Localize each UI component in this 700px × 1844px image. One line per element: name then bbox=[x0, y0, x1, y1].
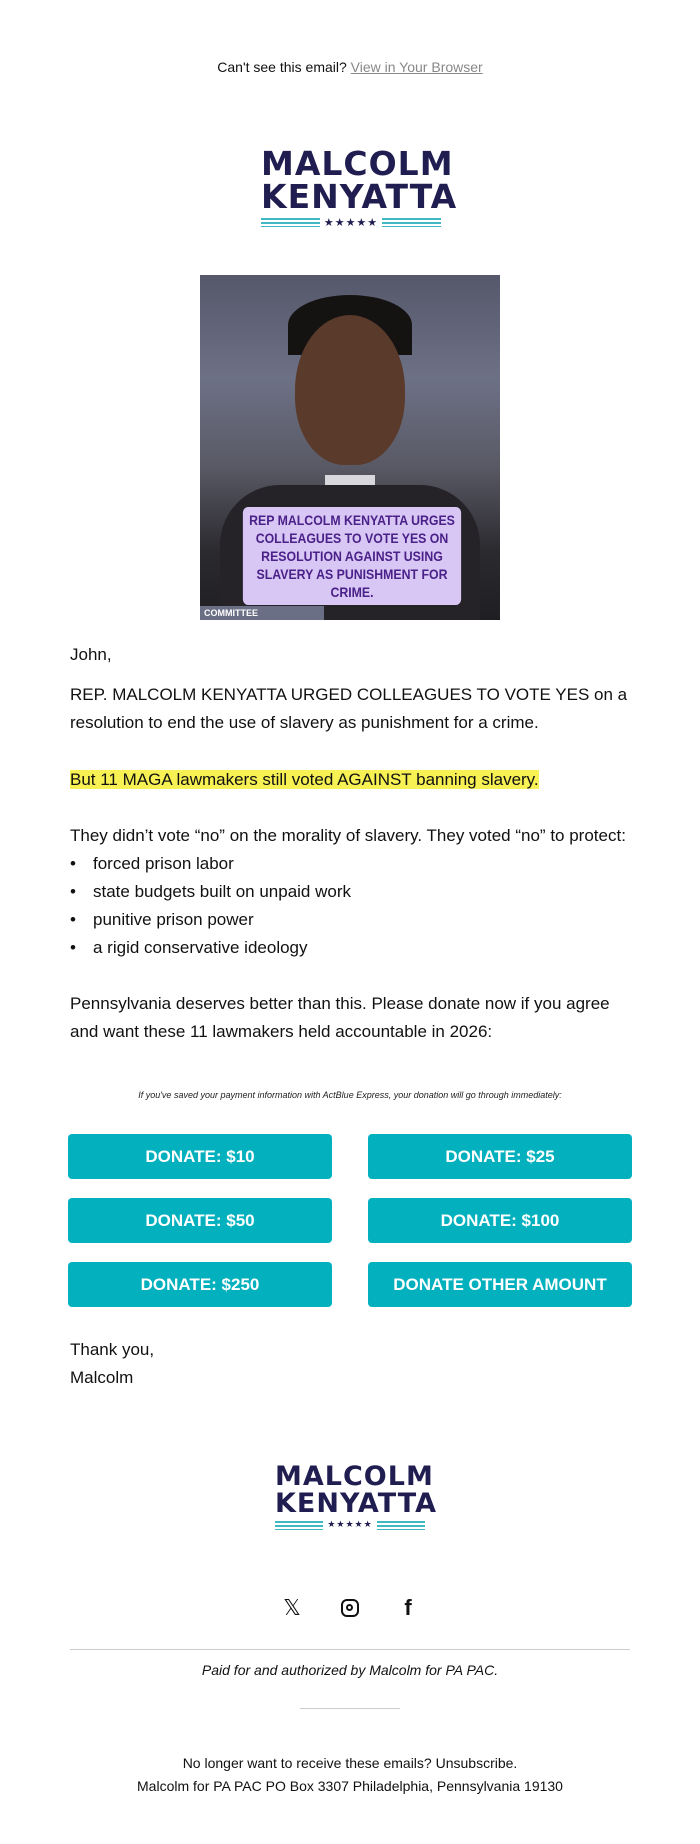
list-item: • punitive prison power bbox=[70, 906, 630, 934]
facebook-icon[interactable]: f bbox=[404, 1595, 412, 1620]
logo-line2: KENYATTA bbox=[275, 1488, 437, 1519]
donate-50-button[interactable]: DONATE: $50 bbox=[68, 1198, 332, 1243]
short-divider bbox=[300, 1708, 400, 1709]
logo-line1: MALCOLM bbox=[261, 144, 454, 183]
paragraph-1: REP. MALCOLM KENYATTA URGED COLLEAGUES TO VOTE YES on a resolution to end the use of slavery as punishment for a crime. bbox=[70, 685, 628, 732]
list-item: • forced prison labor bbox=[70, 850, 630, 878]
paid-for-disclaimer: Paid for and authorized by Malcolm for PA PAC. bbox=[201, 1662, 499, 1678]
hero-image bbox=[200, 275, 500, 620]
list-item: • a rigid conservative ideology bbox=[70, 934, 630, 962]
chyron: COMMITTEE bbox=[200, 606, 324, 620]
instagram-icon[interactable] bbox=[339, 1596, 361, 1620]
hero-caption: REP MALCOLM KENYATTA URGES COLLEAGUES TO VOTE YES ON RESOLUTION AGAINST USING SLAVERY AS PUNISHMENT FOR CRIME. bbox=[243, 507, 461, 605]
preheader bbox=[0, 59, 700, 75]
highlighted-text: But 11 MAGA lawmakers still voted AGAINST banning slavery. bbox=[70, 770, 539, 789]
list-item: • state budgets built on unpaid work bbox=[70, 878, 630, 906]
unsubscribe-text[interactable]: No longer want to receive these emails? Unsubscribe. bbox=[182, 1755, 518, 1771]
view-in-browser-link[interactable]: View in Your Browser bbox=[350, 59, 483, 75]
donate-250-button[interactable]: DONATE: $250 bbox=[68, 1262, 332, 1307]
logo-line1: MALCOLM bbox=[275, 1461, 434, 1492]
signoff-name: Malcolm bbox=[70, 1368, 134, 1387]
header-logo bbox=[261, 144, 458, 229]
stars-icon: ★★★★★ bbox=[327, 1520, 373, 1530]
paragraph-3: Pennsylvania deserves better than this. Please donate now if you agree and want these 11 lawmakers held accountable in 2026: bbox=[70, 994, 610, 1041]
stars-icon: ★★★★★ bbox=[323, 216, 379, 229]
greeting: John, bbox=[70, 645, 112, 664]
actblue-note: If you've saved your payment information with ActBlue Express, your donation will go through immediately: bbox=[138, 1090, 562, 1100]
footer-logo bbox=[275, 1461, 437, 1530]
footer-divider bbox=[70, 1649, 630, 1650]
logo-line2: KENYATTA bbox=[261, 177, 458, 216]
donate-other-button[interactable]: DONATE OTHER AMOUNT bbox=[368, 1262, 632, 1307]
signoff-thanks: Thank you, bbox=[70, 1340, 155, 1359]
mailing-address: Malcolm for PA PAC PO Box 3307 Philadelphia, Pennsylvania 19130 bbox=[137, 1778, 563, 1794]
paragraph-2: They didn’t vote “no” on the morality of slavery. They voted “no” to protect: bbox=[70, 826, 626, 845]
donate-100-button[interactable]: DONATE: $100 bbox=[368, 1198, 632, 1243]
preheader-text: Can't see this email? bbox=[217, 59, 347, 75]
social-links bbox=[0, 1596, 700, 1620]
donate-25-button[interactable]: DONATE: $25 bbox=[368, 1134, 632, 1179]
x-twitter-icon[interactable]: 𝕏 bbox=[283, 1595, 301, 1620]
donate-10-button[interactable]: DONATE: $10 bbox=[68, 1134, 332, 1179]
bullet-list bbox=[70, 850, 630, 962]
